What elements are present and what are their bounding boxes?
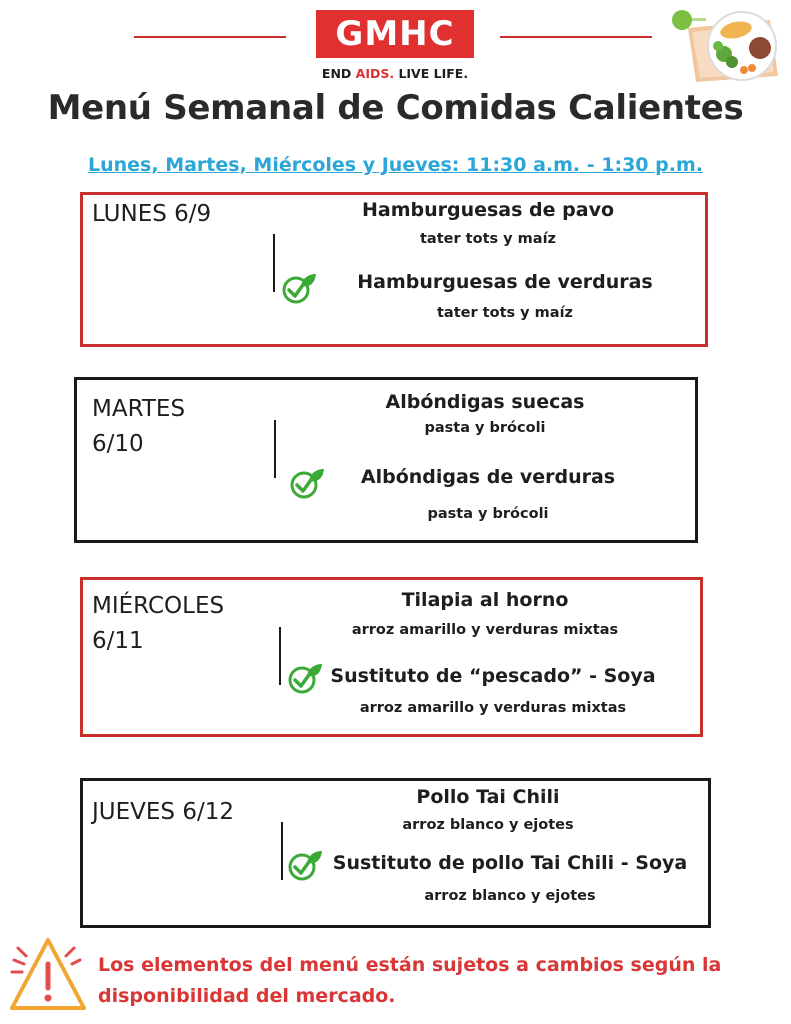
main-dish-wednesday: Tilapia al horno xyxy=(401,589,569,611)
veg-sides-monday: tater tots y maíz xyxy=(437,305,573,321)
availability-notice: Los elementos del menú están sujetos a cambios según la disponibilidad del mercado. xyxy=(98,954,722,1007)
check-leaf-icon xyxy=(287,849,323,881)
check-leaf-icon xyxy=(281,272,317,304)
main-dish-monday: Hamburguesas de pavo xyxy=(361,199,615,221)
warning-icon xyxy=(8,932,92,1016)
header-line-right xyxy=(500,36,652,38)
gmhc-logo: GMHC xyxy=(316,10,474,58)
day-label-monday: LUNES 6/9 xyxy=(92,201,212,227)
main-sides-monday: tater tots y maíz xyxy=(420,231,556,247)
schedule-link[interactable]: Lunes, Martes, Miércoles y Jueves: 11:30 a.m. - 1:30 p.m. xyxy=(88,154,703,176)
page-title: Menú Semanal de Comidas Calientes xyxy=(47,88,744,128)
divider-thursday xyxy=(281,822,283,880)
veg-dish-tuesday: Albóndigas de verduras xyxy=(360,466,616,488)
day-label-wednesday: MIÉRCOLES 6/11 xyxy=(92,593,225,654)
veg-dish-wednesday: Sustituto de “pescado” - Soya xyxy=(330,665,656,687)
main-dish-thursday: Pollo Tai Chili xyxy=(416,786,560,808)
header-line-left xyxy=(134,36,286,38)
divider-monday xyxy=(273,234,275,292)
veg-dish-monday: Hamburguesas de verduras xyxy=(357,271,653,293)
veg-dish-thursday: Sustituto de pollo Tai Chili - Soya xyxy=(332,852,688,874)
main-sides-wednesday: arroz amarillo y verduras mixtas xyxy=(351,622,619,638)
check-leaf-icon xyxy=(289,467,325,499)
food-plate-icon xyxy=(666,6,784,82)
divider-wednesday xyxy=(279,627,281,685)
veg-sides-thursday: arroz blanco y ejotes xyxy=(424,888,596,904)
main-dish-tuesday: Albóndigas suecas xyxy=(385,391,585,413)
day-label-thursday: JUEVES 6/12 xyxy=(92,799,234,825)
divider-tuesday xyxy=(274,420,276,478)
day-label-tuesday: MARTES 6/10 xyxy=(92,396,186,457)
check-leaf-icon xyxy=(287,662,323,694)
veg-sides-tuesday: pasta y brócoli xyxy=(427,506,549,522)
main-sides-tuesday: pasta y brócoli xyxy=(424,420,546,436)
veg-sides-wednesday: arroz amarillo y verduras mixtas xyxy=(359,700,627,716)
main-sides-thursday: arroz blanco y ejotes xyxy=(402,817,574,833)
logo-tagline: END AIDS. LIVE LIFE. xyxy=(321,66,469,81)
